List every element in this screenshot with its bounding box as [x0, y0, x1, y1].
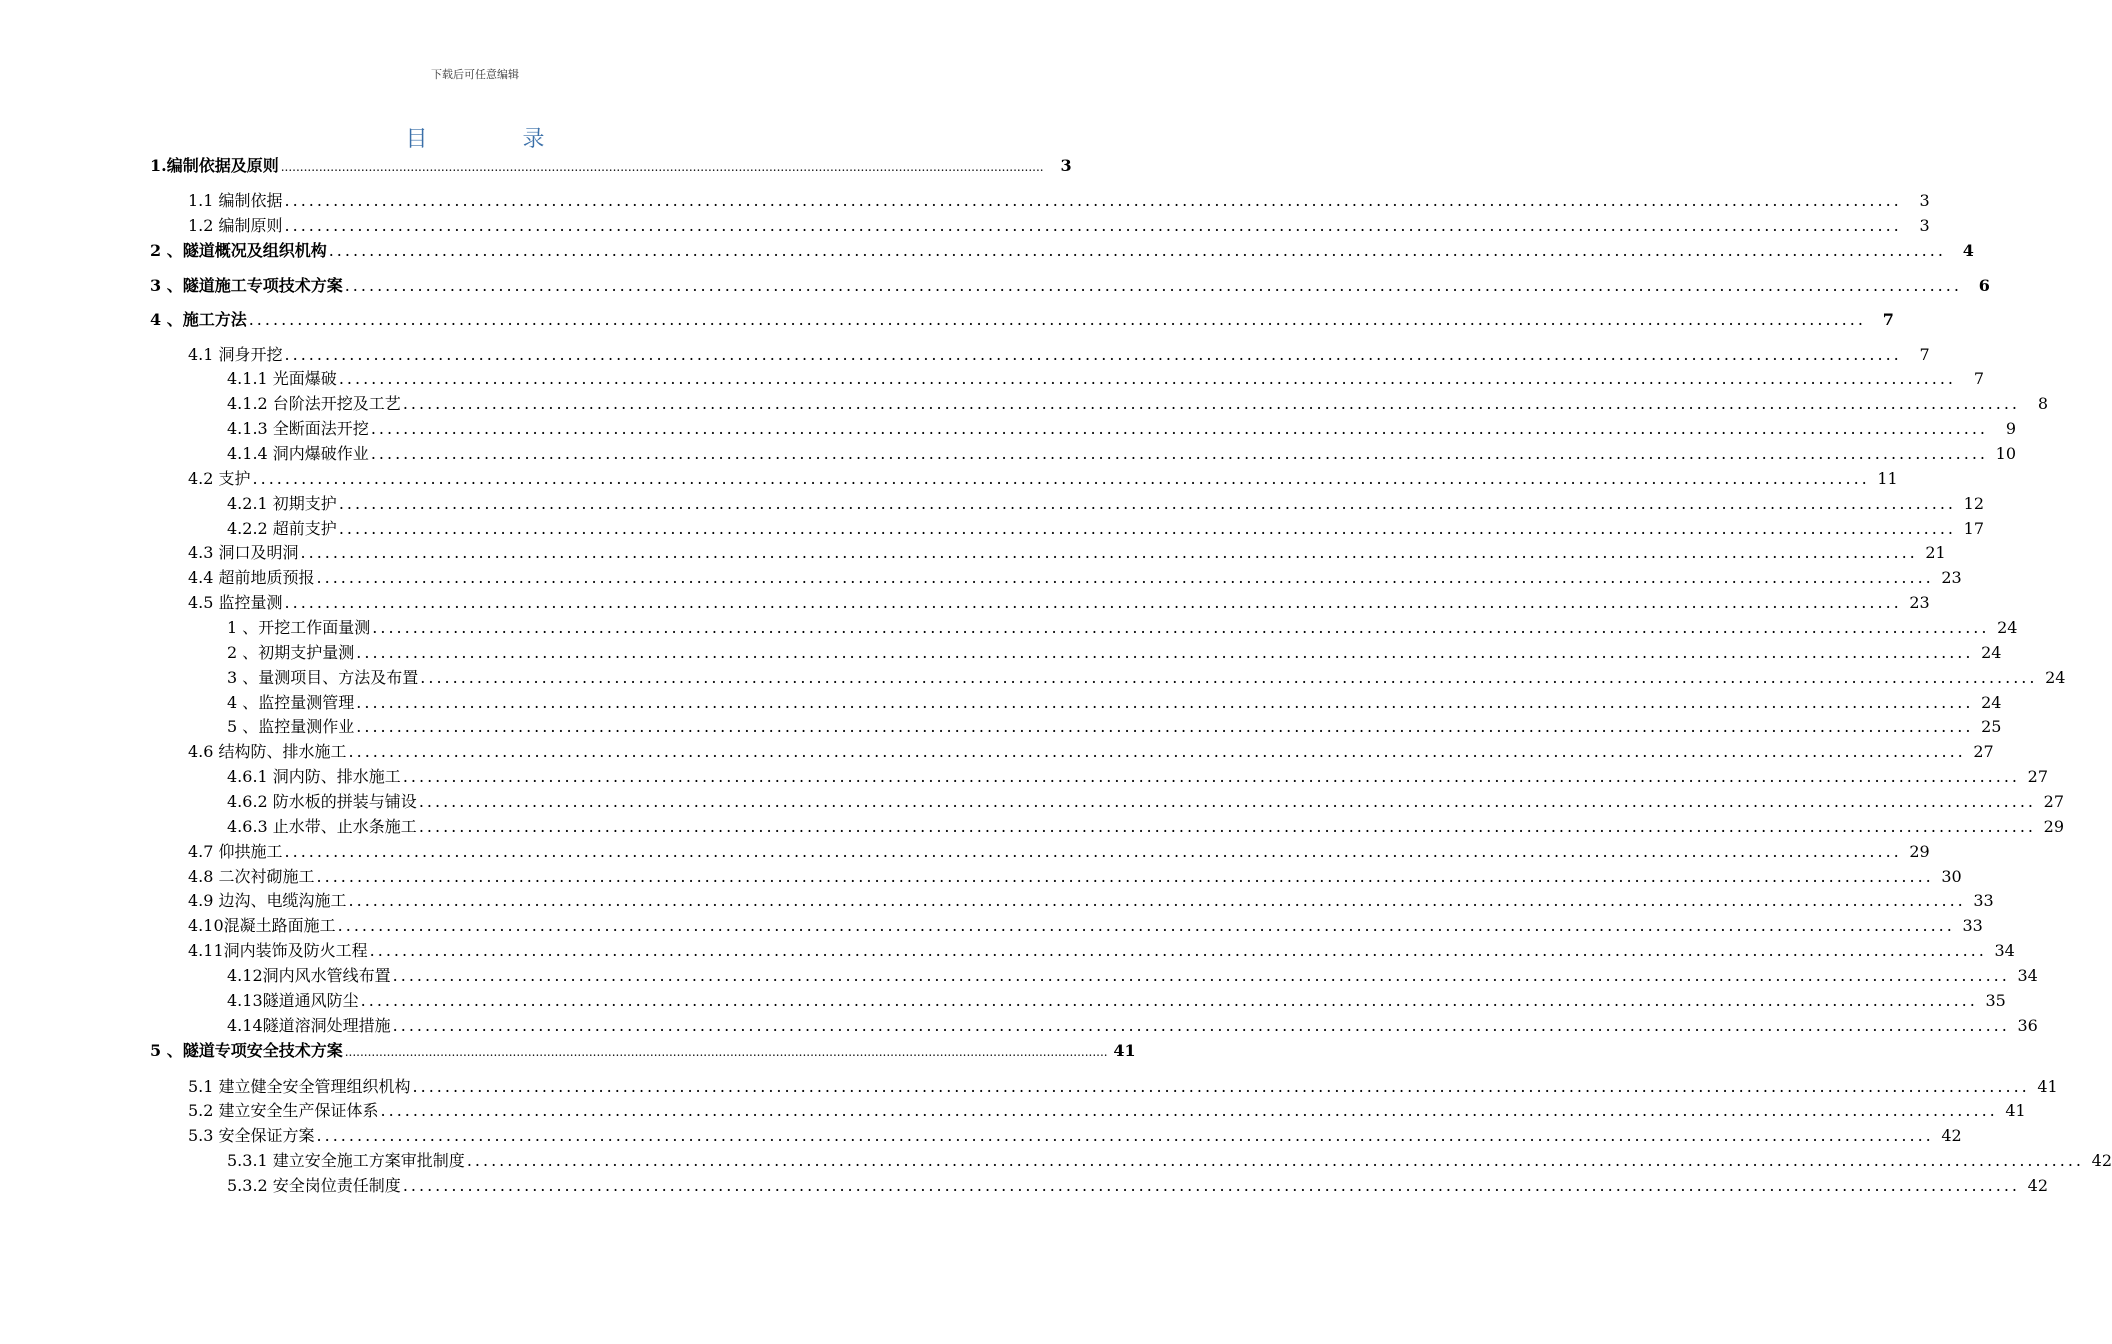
toc-entry-label: 4.9 边沟、电缆沟施工	[188, 891, 347, 910]
toc-entry[interactable]	[227, 667, 2066, 689]
toc-leader-dots: ........................................................................................................................................................................................................	[338, 519, 1956, 538]
toc-entry[interactable]	[150, 155, 1072, 177]
toc-entry-label: 1.编制依据及原则	[150, 156, 279, 175]
toc-entry[interactable]	[188, 567, 1962, 589]
toc-entry-page: 30	[1941, 867, 1962, 886]
toc-entry-label: 4.8 二次衬砌施工	[188, 867, 315, 886]
toc-entry[interactable]	[227, 368, 1984, 390]
toc-entry-label: 4.1.1 光面爆破	[227, 369, 337, 388]
toc-entry-page: 3	[1919, 191, 1930, 210]
toc-leader-dots: ........................................................................................................................................................................................................	[392, 966, 2010, 985]
toc-leader-dots: ........................................................................................................................................................................................................	[418, 792, 2036, 811]
toc-entry-page: 7	[1882, 310, 1894, 329]
toc-entry[interactable]	[150, 240, 1974, 262]
toc-entry-page: 42	[2091, 1151, 2112, 1170]
toc-leader-dots: ........................................................................................................................................................................................................	[370, 419, 1988, 438]
toc-entry-label: 4.4 超前地质预报	[188, 568, 315, 587]
toc-entry[interactable]	[227, 443, 2016, 465]
toc-entry-page: 25	[1981, 717, 2002, 736]
toc-leader-dots: ........................................................................................................................................................................................................	[284, 216, 1902, 235]
toc-entry-label: 1 、开挖工作面量测	[227, 618, 371, 637]
toc-entry-label: 4.1.3 全断面法开挖	[227, 419, 369, 438]
toc-leader-dots: ........................................................................................................................................................................................................	[338, 494, 1956, 513]
toc-entry[interactable]	[227, 692, 2002, 714]
toc-entry-label: 4.7 仰拱施工	[188, 842, 283, 861]
toc-entry-label: 4.6.3 止水带、止水条施工	[227, 817, 417, 836]
toc-entry-label: 4.2.1 初期支护	[227, 494, 337, 513]
toc-entry-label: 4.14隧道溶洞处理措施	[227, 1016, 391, 1035]
toc-entry[interactable]	[188, 1100, 2026, 1122]
toc-entry[interactable]	[227, 1175, 2048, 1197]
toc-leader-dots: ........................................................................................................................................................................................................	[348, 742, 1966, 761]
toc-entry[interactable]	[227, 791, 2064, 813]
toc-entry-page: 34	[1994, 941, 2015, 960]
toc-leader-dots: ........................................................................................................................................................................................................	[316, 1126, 1934, 1145]
toc-leader-dots: ........................................................................................................................................................................................................	[402, 394, 2020, 413]
toc-leader-dots: ........................................................................................................................................................................................................	[380, 1101, 1998, 1120]
toc-entry-page: 7	[1919, 345, 1930, 364]
toc-leader-dots: ........................................................................................................................................................................................................	[344, 1045, 1108, 1059]
toc-entry-label: 4.13隧道通风防尘	[227, 991, 359, 1010]
toc-entry-page: 34	[2017, 966, 2038, 985]
toc-entry-label: 2 、隧道概况及组织机构	[150, 241, 327, 260]
toc-entry-label: 2 、初期支护量测	[227, 643, 355, 662]
toc-leader-dots: ........................................................................................................................................................................................................	[372, 618, 1990, 637]
toc-leader-dots: ........................................................................................................................................................................................................	[344, 276, 1962, 295]
toc-entry-page: 41	[2037, 1077, 2058, 1096]
toc-entry[interactable]	[188, 1076, 2058, 1098]
toc-entry[interactable]	[188, 841, 1930, 863]
toc-title: 目 录	[405, 127, 589, 152]
toc-leader-dots: ........................................................................................................................................................................................................	[284, 842, 1902, 861]
toc-leader-dots: ........................................................................................................................................................................................................	[337, 916, 1955, 935]
toc-entry-label: 5.3.2 安全岗位责任制度	[227, 1176, 401, 1195]
toc-entry-page: 4	[1962, 241, 1974, 260]
toc-leader-dots: ........................................................................................................................................................................................................	[284, 191, 1902, 210]
toc-leader-dots: ........................................................................................................................................................................................................	[284, 593, 1902, 612]
toc-leader-dots: ........................................................................................................................................................................................................	[420, 668, 2038, 687]
toc-leader-dots: ........................................................................................................................................................................................................	[280, 160, 1044, 174]
toc-entry-label: 1.1 编制依据	[188, 191, 283, 210]
toc-leader-dots: ........................................................................................................................................................................................................	[338, 369, 1956, 388]
toc-entry-page: 29	[2043, 817, 2064, 836]
toc-entry-label: 4.12洞内风水管线布置	[227, 966, 391, 985]
toc-entry[interactable]	[150, 275, 1990, 297]
toc-entry-label: 4.11洞内装饰及防火工程	[188, 941, 368, 960]
toc-entry-page: 36	[2017, 1016, 2038, 1035]
toc-entry-label: 4.10混凝土路面施工	[188, 916, 336, 935]
toc-entry-page: 23	[1909, 593, 1930, 612]
toc-entry-page: 11	[1877, 469, 1898, 488]
toc-entry-label: 4.5 监控量测	[188, 593, 283, 612]
toc-entry-label: 3 、量测项目、方法及布置	[227, 668, 419, 687]
toc-entry-page: 24	[1981, 643, 2002, 662]
toc-entry[interactable]	[227, 990, 2006, 1012]
toc-entry-label: 4 、监控量测管理	[227, 693, 355, 712]
toc-entry-label: 5.2 建立安全生产保证体系	[188, 1101, 379, 1120]
toc-leader-dots: ........................................................................................................................................................................................................	[248, 310, 1866, 329]
toc-leader-dots: ........................................................................................................................................................................................................	[356, 717, 1974, 736]
toc-entry-page: 41	[1113, 1041, 1136, 1060]
toc-entry[interactable]	[227, 1015, 2038, 1037]
toc-entry[interactable]	[188, 890, 1994, 912]
header-note: 下载后可任意编辑	[431, 68, 519, 81]
toc-entry-page: 9	[2005, 419, 2016, 438]
toc-leader-dots: ........................................................................................................................................................................................................	[348, 891, 1966, 910]
toc-entry[interactable]	[227, 617, 2018, 639]
toc-entry-page: 24	[1997, 618, 2018, 637]
toc-entry-page: 21	[1925, 543, 1946, 562]
toc-leader-dots: ........................................................................................................................................................................................................	[356, 643, 1974, 662]
toc-leader-dots: ........................................................................................................................................................................................................	[252, 469, 1870, 488]
toc-entry-page: 23	[1941, 568, 1962, 587]
toc-entry-label: 5.3.1 建立安全施工方案审批制度	[227, 1151, 465, 1170]
toc-entry-page: 33	[1962, 916, 1983, 935]
toc-entry-page: 24	[2045, 668, 2066, 687]
toc-entry-page: 12	[1963, 494, 1984, 513]
toc-entry[interactable]	[188, 542, 1946, 564]
toc-entry-page: 10	[1995, 444, 2016, 463]
toc-entry-page: 27	[2043, 792, 2064, 811]
toc-entry-label: 5.3 安全保证方案	[188, 1126, 315, 1145]
toc-entry-label: 4.6 结构防、排水施工	[188, 742, 347, 761]
toc-leader-dots: ........................................................................................................................................................................................................	[402, 767, 2020, 786]
toc-entry[interactable]	[227, 518, 1984, 540]
toc-leader-dots: ........................................................................................................................................................................................................	[392, 1016, 2010, 1035]
toc-leader-dots: ........................................................................................................................................................................................................	[360, 991, 1978, 1010]
toc-entry-label: 4.2.2 超前支护	[227, 519, 337, 538]
toc-leader-dots: ........................................................................................................................................................................................................	[356, 693, 1974, 712]
toc-entry-label: 3 、隧道施工专项技术方案	[150, 276, 343, 295]
toc-entry-page: 6	[1978, 276, 1990, 295]
toc-leader-dots: ........................................................................................................................................................................................................	[284, 345, 1902, 364]
toc-entry[interactable]	[227, 716, 2002, 738]
toc-entry-label: 4.1 洞身开挖	[188, 345, 283, 364]
toc-entry[interactable]	[227, 393, 2048, 415]
toc-entry[interactable]	[188, 1125, 1962, 1147]
toc-entry-label: 4 、施工方法	[150, 310, 247, 329]
toc-leader-dots: ........................................................................................................................................................................................................	[418, 817, 2036, 836]
toc-entry-page: 42	[1941, 1126, 1962, 1145]
toc-entry-page: 17	[1963, 519, 1984, 538]
toc-entry[interactable]	[188, 190, 1930, 212]
toc-entry-label: 4.2 支护	[188, 469, 251, 488]
toc-leader-dots: ........................................................................................................................................................................................................	[370, 444, 1988, 463]
toc-entry-page: 3	[1919, 216, 1930, 235]
toc-entry-label: 4.6.1 洞内防、排水施工	[227, 767, 401, 786]
toc-entry[interactable]	[188, 866, 1962, 888]
toc-entry-page: 33	[1973, 891, 1994, 910]
toc-entry[interactable]	[150, 1040, 1136, 1062]
toc-entry-page: 27	[2027, 767, 2048, 786]
toc-entry-page: 41	[2005, 1101, 2026, 1120]
toc-leader-dots: ........................................................................................................................................................................................................	[328, 241, 1946, 260]
toc-leader-dots: ........................................................................................................................................................................................................	[466, 1151, 2084, 1170]
toc-entry-page: 29	[1909, 842, 1930, 861]
toc-entry[interactable]	[227, 766, 2048, 788]
toc-leader-dots: ........................................................................................................................................................................................................	[412, 1077, 2030, 1096]
toc-entry[interactable]	[188, 741, 1994, 763]
toc-entry-label: 4.1.4 洞内爆破作业	[227, 444, 369, 463]
toc-entry-page: 3	[1060, 156, 1072, 175]
toc-leader-dots: ........................................................................................................................................................................................................	[300, 543, 1918, 562]
toc-entry-label: 5 、监控量测作业	[227, 717, 355, 736]
toc-entry-label: 4.3 洞口及明洞	[188, 543, 299, 562]
toc-entry-label: 4.1.2 台阶法开挖及工艺	[227, 394, 401, 413]
toc-entry[interactable]	[188, 344, 1930, 366]
toc-leader-dots: ........................................................................................................................................................................................................	[316, 867, 1934, 886]
toc-entry[interactable]	[227, 816, 2064, 838]
toc-entry-page: 24	[1981, 693, 2002, 712]
toc-entry-label: 5 、隧道专项安全技术方案	[150, 1041, 343, 1060]
toc-entry-label: 4.6.2 防水板的拼装与铺设	[227, 792, 417, 811]
toc-entry[interactable]	[227, 642, 2002, 664]
toc-entry[interactable]	[227, 965, 2038, 987]
toc-entry-label: 5.1 建立健全安全管理组织机构	[188, 1077, 411, 1096]
toc-leader-dots: ........................................................................................................................................................................................................	[369, 941, 1987, 960]
toc-entry-label: 1.2 编制原则	[188, 216, 283, 235]
toc-entry[interactable]	[188, 915, 1983, 937]
toc-entry-page: 8	[2037, 394, 2048, 413]
toc-entry[interactable]	[188, 468, 1898, 490]
toc-leader-dots: ........................................................................................................................................................................................................	[402, 1176, 2020, 1195]
toc-entry[interactable]	[188, 940, 2015, 962]
toc-leader-dots: ........................................................................................................................................................................................................	[316, 568, 1934, 587]
toc-entry-page: 35	[1985, 991, 2006, 1010]
toc-entry[interactable]	[227, 418, 2016, 440]
toc-entry[interactable]	[150, 309, 1894, 331]
toc-entry-page: 27	[1973, 742, 1994, 761]
toc-entry[interactable]	[227, 493, 1984, 515]
toc-entry[interactable]	[188, 215, 1930, 237]
toc-entry-page: 7	[1973, 369, 1984, 388]
toc-entry[interactable]	[227, 1150, 2112, 1172]
toc-entry-page: 42	[2027, 1176, 2048, 1195]
toc-entry[interactable]	[188, 592, 1930, 614]
